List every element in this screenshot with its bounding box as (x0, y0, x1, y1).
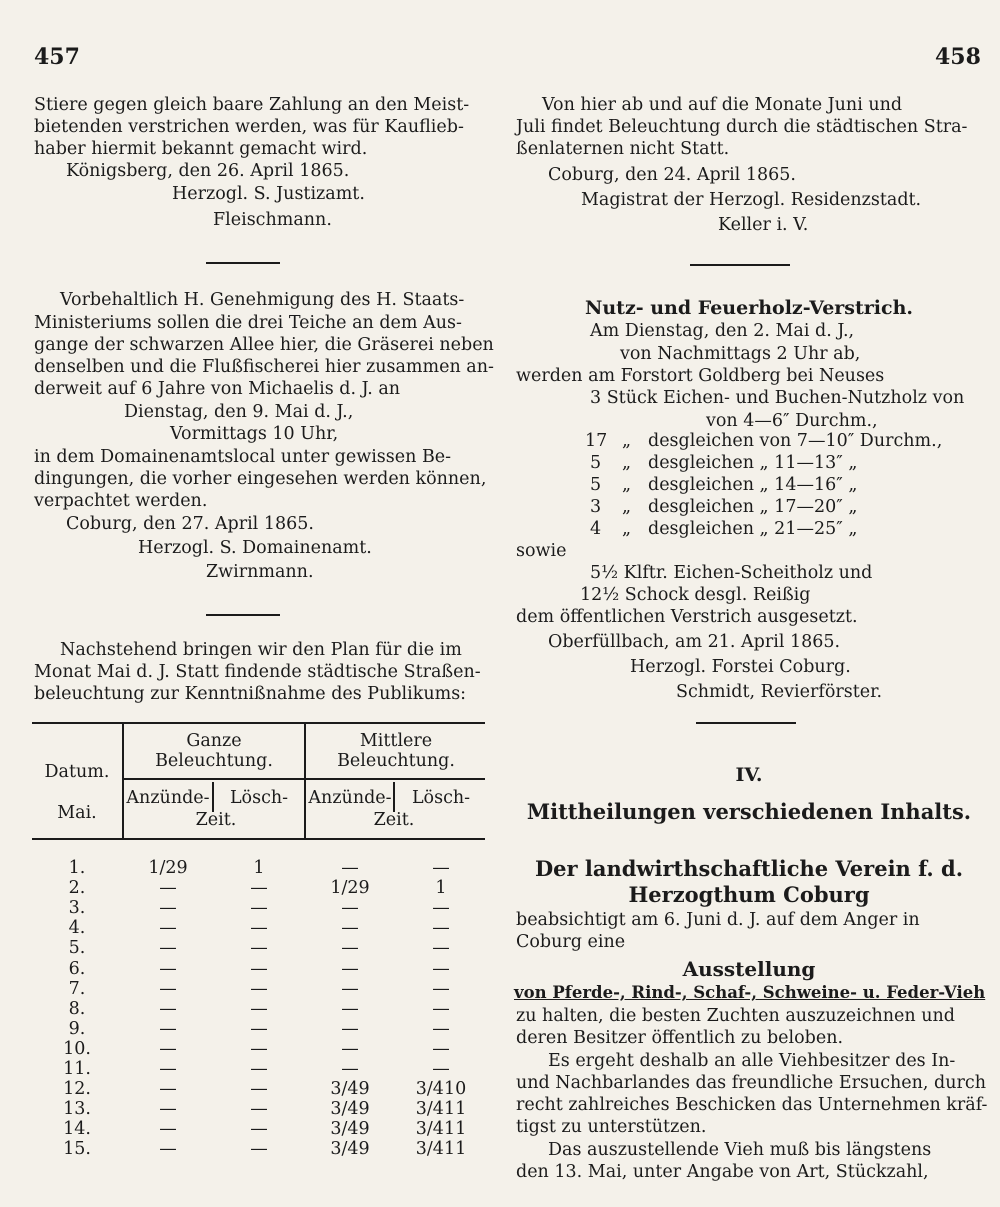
notice-heading: Herzogthum Coburg (628, 882, 870, 907)
text-line: dem öffentlichen Verstrich ausgesetzt. (516, 607, 858, 627)
table-cell-row-date: 4. (68, 918, 86, 939)
table-cell-row-date: 1. (68, 858, 86, 878)
table-cell-ganze-loesch: — (250, 1038, 268, 1059)
table-cell-mittlere-loesch: — (432, 998, 450, 1019)
table-cell-row-date: 15. (63, 1139, 91, 1160)
wood-desc: desgleichen „ 14—16″ „ (648, 475, 858, 495)
table-cell-row-date: 6. (68, 958, 86, 979)
table-cell-mittlere-loesch: — (432, 958, 450, 979)
table-cell-mittlere-loesch: — (432, 1038, 450, 1059)
table-cell-ganze-loesch: 1 (253, 858, 265, 878)
table-cell-row-date: 2. (68, 878, 86, 899)
table-cell-row-date: 7. (68, 978, 86, 999)
table-cell-ganze-anzuende: — (159, 1099, 177, 1120)
table-cell-ganze-loesch: — (250, 1139, 268, 1160)
table-cell-row-date: 8. (68, 998, 86, 1019)
auction-time: Vormittags 10 Uhr, (170, 424, 339, 444)
text-line: denselben und die Flußfischerei hier zusammen an- (34, 357, 494, 377)
table-cell-mittlere-loesch: 3/411 (415, 1099, 467, 1120)
ditto-mark: „ (622, 453, 632, 473)
wood-count: 4 (590, 519, 602, 539)
notice-heading: Der landwirthschaftliche Verein f. d. (534, 856, 964, 881)
table-cell-ganze-anzuende: — (159, 1139, 177, 1160)
text-line: zu halten, die besten Zuchten auszuzeichnen und (516, 1006, 955, 1026)
table-cell-ganze-loesch: — (250, 958, 268, 979)
table-header-rule (123, 778, 485, 780)
wood-desc: desgleichen „ 17—20″ „ (648, 497, 858, 517)
section-title: Mittheilungen verschiedenen Inhalts. (526, 799, 972, 824)
text-line: Es ergeht deshalb an alle Viehbesitzer des In- (548, 1051, 956, 1071)
table-cell-ganze-loesch: — (250, 1079, 268, 1100)
wood-desc: desgleichen „ 11—13″ „ (648, 453, 858, 473)
table-cell-ganze-loesch: — (250, 938, 268, 959)
header-ganze-sub: Beleuchtung. (155, 751, 273, 771)
table-cell-row-date: 12. (63, 1079, 91, 1100)
table-cell-mittlere-loesch: — (432, 1059, 450, 1079)
text-line: Juli findet Beleuchtung durch die städtischen Stra- (516, 117, 968, 137)
wood-count: 3 (590, 497, 602, 517)
text-line: dingungen, die vorher eingesehen werden können, (34, 469, 487, 489)
text-line: Stiere gegen gleich baare Zahlung an den Meist- (34, 95, 470, 115)
separator-rule (696, 722, 796, 724)
text-line: beabsichtigt am 6. Juni d. J. auf dem Anger in (516, 910, 920, 930)
notice-authority: Magistrat der Herzogl. Residenzstadt. (581, 190, 922, 210)
table-cell-mittlere-anzuende: 3/49 (330, 1099, 370, 1120)
wood-line: 5½ Klftr. Eichen-Scheitholz und (590, 563, 873, 583)
table-cell-ganze-loesch: — (250, 1059, 268, 1079)
text-line: in dem Domainenamtslocal unter gewissen Be- (34, 447, 452, 467)
notice-authority: Herzogl. Forstei Coburg. (630, 657, 851, 677)
table-cell-mittlere-loesch: 3/410 (415, 1079, 467, 1100)
text-line: sowie (516, 541, 567, 561)
text-line: Monat Mai d. J. Statt findende städtische Straßen- (34, 662, 481, 682)
text-line: und Nachbarlandes das freundliche Ersuchen, durch (516, 1073, 986, 1093)
table-cell-ganze-anzuende: — (159, 1119, 177, 1140)
page-number-right: 458 (935, 44, 981, 70)
header-anzuende: Anzünde- (308, 788, 392, 808)
table-cell-mittlere-anzuende: — (341, 858, 359, 878)
table-cell-mittlere-loesch: — (432, 918, 450, 939)
notice-date: Coburg, den 27. April 1865. (66, 514, 314, 534)
table-cell-mittlere-loesch: 1 (435, 878, 447, 899)
table-cell-mittlere-loesch: — (432, 978, 450, 999)
table-cell-ganze-loesch: — (250, 1099, 268, 1120)
table-cell-mittlere-loesch: — (432, 1018, 450, 1039)
table-cell-ganze-anzuende: — (159, 878, 177, 899)
text-line: Vorbehaltlich H. Genehmigung des H. Staats- (60, 290, 465, 310)
notice-signature: Keller i. V. (718, 215, 809, 235)
table-cell-ganze-anzuende: — (159, 1079, 177, 1100)
header-ganze: Ganze (186, 731, 242, 751)
ditto-mark: „ (622, 475, 632, 495)
notice-heading: Nutz- und Feuerholz-Verstrich. (584, 297, 914, 319)
table-cell-mittlere-anzuende: — (341, 958, 359, 979)
header-anzuende: Anzünde- (126, 788, 210, 808)
notice-signature: Schmidt, Revierförster. (676, 682, 883, 702)
wood-count: 5 (590, 453, 602, 473)
separator-rule (690, 264, 790, 266)
wood-count: 5 (590, 475, 602, 495)
header-zeit: Zeit. (195, 810, 237, 830)
text-line: tigst zu unterstützen. (516, 1117, 707, 1137)
table-cell-ganze-anzuende: — (159, 978, 177, 999)
table-header-bottom-rule (32, 838, 485, 840)
table-top-rule (32, 722, 485, 724)
header-mai: Mai. (57, 803, 97, 823)
ditto-mark: „ (622, 497, 632, 517)
notice-date: Königsberg, den 26. April 1865. (66, 161, 350, 181)
table-cell-ganze-anzuende: 1/29 (148, 858, 188, 878)
auction-day: Dienstag, den 9. Mai d. J., (124, 402, 354, 422)
ditto-mark: „ (622, 519, 632, 539)
text-line: Von hier ab und auf die Monate Juni und (542, 95, 903, 115)
table-cell-mittlere-loesch: — (432, 938, 450, 959)
table-cell-ganze-anzuende: — (159, 1059, 177, 1079)
sale-time: von Nachmittags 2 Uhr ab, (620, 344, 861, 364)
exhibition-subheading: von Pferde-, Rind-, Schaf-, Schweine- u. Feder-Vieh (514, 983, 986, 1002)
separator-rule (206, 262, 280, 264)
wood-desc: desgleichen „ 21—25″ „ (648, 519, 858, 539)
table-cell-mittlere-anzuende: — (341, 1018, 359, 1039)
sale-day: Am Dienstag, den 2. Mai d. J., (590, 321, 855, 341)
text-line: recht zahlreiches Beschicken das Unternehmen kräf- (516, 1095, 988, 1115)
table-cell-mittlere-loesch: — (432, 898, 450, 919)
ditto-mark: „ (622, 431, 632, 451)
header-datum: Datum. (44, 762, 110, 782)
table-cell-ganze-anzuende: — (159, 898, 177, 919)
table-cell-ganze-anzuende: — (159, 998, 177, 1019)
table-cell-mittlere-anzuende: 3/49 (330, 1079, 370, 1100)
header-mittlere: Mittlere (359, 731, 433, 751)
notice-authority: Herzogl. S. Domainenamt. (138, 538, 372, 558)
table-cell-mittlere-anzuende: — (341, 918, 359, 939)
table-cell-mittlere-anzuende: 3/49 (330, 1119, 370, 1140)
table-cell-row-date: 11. (63, 1059, 91, 1079)
table-cell-mittlere-loesch: 3/411 (415, 1119, 467, 1140)
text-line: Das auszustellende Vieh muß bis längstens (548, 1140, 932, 1160)
table-cell-row-date: 14. (63, 1119, 91, 1140)
table-cell-mittlere-loesch: — (432, 858, 450, 878)
table-cell-mittlere-anzuende: — (341, 998, 359, 1019)
text-line: haber hiermit bekannt gemacht wird. (34, 139, 368, 159)
header-mittlere-sub: Beleuchtung. (337, 751, 455, 771)
table-cell-ganze-anzuende: — (159, 938, 177, 959)
section-number: IV. (735, 764, 763, 786)
table-cell-ganze-loesch: — (250, 898, 268, 919)
table-cell-ganze-loesch: — (250, 978, 268, 999)
text-line: beleuchtung zur Kenntnißnahme des Publikums: (34, 684, 467, 704)
text-line: Coburg eine (516, 932, 626, 952)
text-line: deren Besitzer öffentlich zu beloben. (516, 1028, 844, 1048)
wood-line: von 4—6″ Durchm., (706, 411, 878, 431)
table-cell-ganze-loesch: — (250, 1119, 268, 1140)
wood-desc: desgleichen von 7—10″ Durchm., (648, 431, 943, 451)
table-cell-mittlere-anzuende: — (341, 1038, 359, 1059)
table-cell-ganze-anzuende: — (159, 1018, 177, 1039)
page-number-left: 457 (34, 44, 80, 70)
table-cell-row-date: 10. (63, 1038, 91, 1059)
table-cell-ganze-anzuende: — (159, 918, 177, 939)
text-line: ßenlaternen nicht Statt. (516, 139, 730, 159)
table-cell-mittlere-loesch: 3/411 (415, 1139, 467, 1160)
table-cell-ganze-anzuende: — (159, 958, 177, 979)
wood-count: 17 (585, 431, 608, 451)
table-cell-ganze-anzuende: — (159, 1038, 177, 1059)
table-cell-mittlere-anzuende: 1/29 (330, 878, 370, 899)
text-line: Nachstehend bringen wir den Plan für die im (60, 640, 462, 660)
notice-date: Coburg, den 24. April 1865. (548, 165, 796, 185)
text-line: gange der schwarzen Allee hier, die Gräserei neben (34, 335, 494, 355)
table-cell-row-date: 13. (63, 1099, 91, 1120)
notice-signature: Fleischmann. (213, 210, 332, 230)
table-cell-ganze-loesch: — (250, 1018, 268, 1039)
table-cell-row-date: 5. (68, 938, 86, 959)
table-cell-mittlere-anzuende: — (341, 938, 359, 959)
text-line: bietenden verstrichen werden, was für Kauflieb- (34, 117, 464, 137)
table-cell-row-date: 9. (68, 1018, 86, 1039)
text-line: derweit auf 6 Jahre von Michaelis d. J. an (34, 379, 401, 399)
table-cell-mittlere-anzuende: 3/49 (330, 1139, 370, 1160)
wood-line: 12½ Schock desgl. Reißig (580, 585, 811, 605)
table-cell-ganze-loesch: — (250, 918, 268, 939)
wood-line: 3 Stück Eichen- und Buchen-Nutzholz von (590, 388, 965, 408)
table-cell-ganze-loesch: — (250, 998, 268, 1019)
header-zeit: Zeit. (373, 810, 415, 830)
separator-rule (206, 614, 280, 616)
header-loesch: Lösch- (411, 788, 471, 808)
notice-date: Oberfüllbach, am 21. April 1865. (548, 632, 841, 652)
header-loesch: Lösch- (229, 788, 289, 808)
notice-authority: Herzogl. S. Justizamt. (172, 184, 365, 204)
table-cell-row-date: 3. (68, 898, 86, 919)
sale-place: werden am Forstort Goldberg bei Neuses (516, 366, 885, 386)
table-cell-ganze-loesch: — (250, 878, 268, 899)
table-cell-mittlere-anzuende: — (341, 978, 359, 999)
notice-signature: Zwirnmann. (206, 562, 314, 582)
table-cell-mittlere-anzuende: — (341, 898, 359, 919)
table-cell-mittlere-anzuende: — (341, 1059, 359, 1079)
exhibition-heading: Ausstellung (682, 957, 816, 981)
text-line: verpachtet werden. (34, 491, 208, 511)
text-line: Ministeriums sollen die drei Teiche an dem Aus- (34, 313, 462, 333)
text-line: den 13. Mai, unter Angabe von Art, Stückzahl, (516, 1162, 929, 1182)
